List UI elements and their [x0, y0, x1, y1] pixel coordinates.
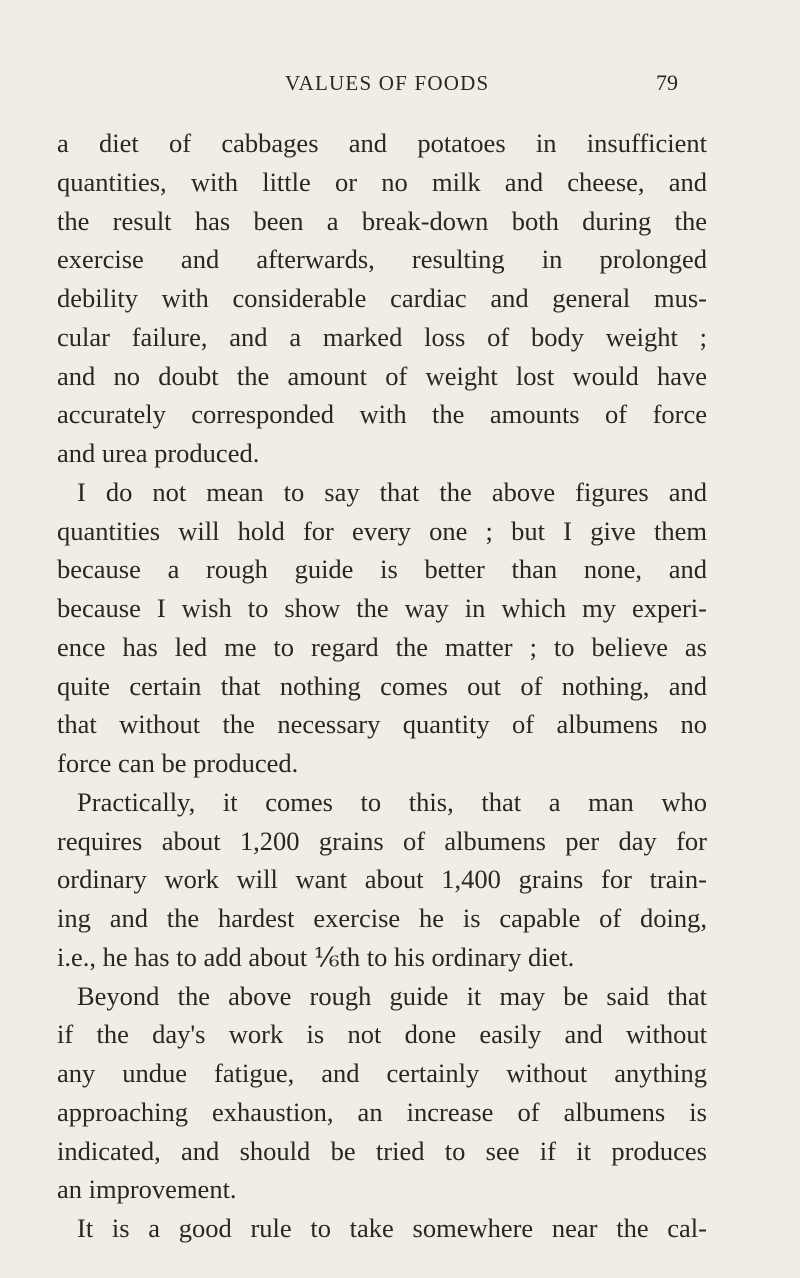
text-line: and no doubt the amount of weight lost would have — [57, 360, 707, 391]
text-line: Practically, it comes to this, that a man who — [77, 786, 707, 817]
text-line: the result has been a break-down both during the — [57, 205, 707, 236]
text-line: quite certain that nothing comes out of nothing, and — [57, 670, 707, 701]
text-line: any undue fatigue, and certainly without anything — [57, 1058, 707, 1088]
text-line: ordinary work will want about 1,400 grains for train- — [57, 864, 707, 895]
body-text — [57, 124, 707, 1248]
text-line: i.e., he has to add about ⅙th to his ordinary diet. — [57, 941, 575, 972]
text-line: quantities will hold for every one ; but I give them — [57, 515, 707, 546]
text-line: an improvement. — [57, 1174, 237, 1205]
page-header — [0, 68, 800, 98]
text-line: indicated, and should be tried to see if it produces — [57, 1135, 707, 1166]
text-line: that without the necessary quantity of albumens no — [57, 709, 707, 740]
text-line: if the day's work is not done easily and without — [57, 1019, 707, 1050]
text-line: accurately corresponded with the amounts of force — [57, 399, 707, 430]
text-line: and urea produced. — [57, 438, 260, 468]
text-line: Beyond the above rough guide it may be said that — [77, 980, 707, 1011]
text-line: exercise and afterwards, resulting in prolonged — [57, 244, 707, 275]
text-line: approaching exhaustion, an increase of albumens is — [57, 1096, 707, 1127]
text-line: I do not mean to say that the above figures and — [77, 476, 707, 507]
text-line: ing and the hardest exercise he is capable of doing, — [57, 903, 707, 933]
text-line: force can be produced. — [57, 748, 299, 778]
running-title: VALUES OF FOODS — [285, 71, 490, 95]
text-line: cular failure, and a marked loss of body weight ; — [57, 321, 707, 352]
text-line: debility with considerable cardiac and general mus- — [57, 283, 707, 313]
text-line: a diet of cabbages and potatoes in insufficient — [57, 128, 707, 158]
page-number: 79 — [656, 70, 678, 95]
text-line: quantities, with little or no milk and cheese, and — [57, 166, 707, 197]
text-line: because a rough guide is better than none, and — [57, 554, 707, 585]
text-line: ence has led me to regard the matter ; to believe as — [57, 631, 707, 662]
text-line: requires about 1,200 grains of albumens per day for — [57, 825, 707, 856]
text-line: because I wish to show the way in which my experi- — [57, 593, 707, 623]
text-line: It is a good rule to take somewhere near the cal- — [77, 1213, 707, 1243]
